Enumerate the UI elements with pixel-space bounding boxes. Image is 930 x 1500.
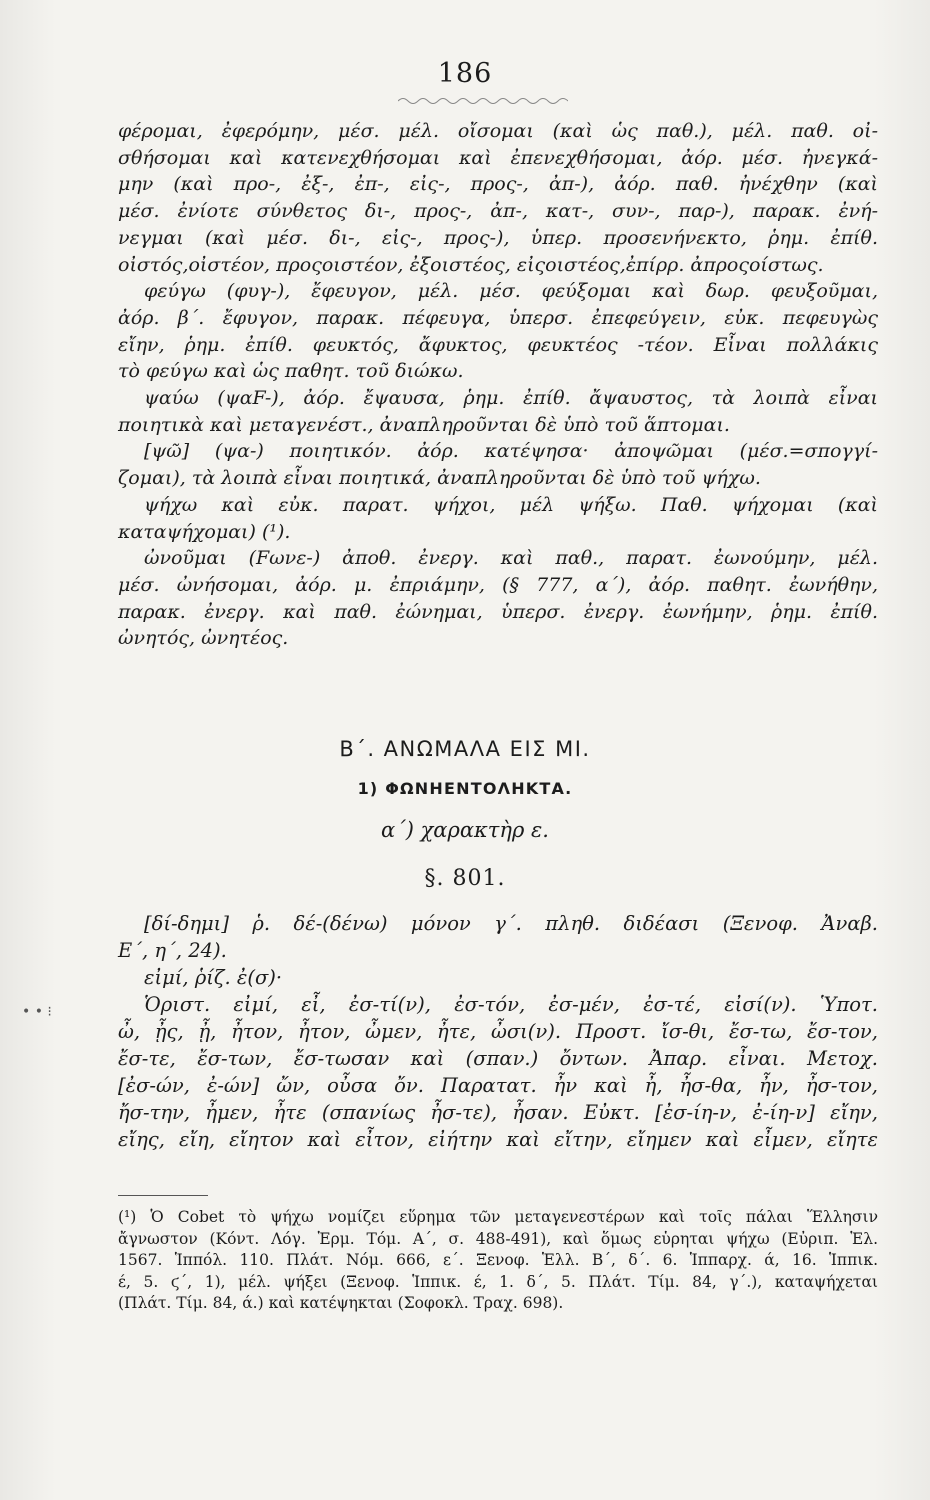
text-line: ψήχω καὶ εὐκ. παρατ. ψήχοι, μέλ ψήξω. Παθ. ψήχομαι (καὶ <box>144 493 878 516</box>
text-line: ἀόρ. β΄. ἔφυγον, παρακ. πέφευγα, ὑπερσ. ἐπεφεύγειν, εὐκ. πεφευγὼς <box>118 306 878 329</box>
text-line: [ψῶ] (ψα-) ποιητικόν. ἀόρ. κατέψησα· ἀποψῶμαι (μέσ.=σπογγί- <box>144 440 878 463</box>
text-line: μέσ. ὠνήσομαι, ἀόρ. μ. ἐπριάμην, (§ 777, α΄), ἀόρ. παθητ. ἐωνήθην, <box>118 573 878 596</box>
text-line: [ἐσ-ών, ἐ-ών] ὤν, οὖσα ὄν. Παρατατ. ἦν καὶ ἦ, ἦσ-θα, ἦν, ἦσ-τον, <box>118 1074 878 1097</box>
footnote-line: (¹) Ὁ Cobet τὸ ψήχω νομίζει εὕρημα τῶν μεταγενεστέρων καὶ τοῖς πάλαι Ἕλλησιν <box>118 1208 878 1226</box>
character-heading: α΄) χαρακτὴρ ε. <box>381 818 549 842</box>
text-line: ὦ, ᾖς, ᾖ, ἦτον, ἦτον, ὦμεν, ἦτε, ὦσι(ν). Προστ. ἴσ-θι, ἔσ-τω, ἔσ-τον, <box>118 1020 878 1043</box>
text-line: [δί-δημι] ῥ. δέ-(δένω) μόνον γ΄. πληθ. διδέασι (Ξενοφ. Ἀναβ. <box>144 912 878 935</box>
text-line: εἰμί, ῥίζ. ἐ(σ)· <box>144 966 283 989</box>
text-line: ἔσ-τε, ἔσ-των, ἔσ-τωσαν καὶ (σπαν.) ὄντων. Ἀπαρ. εἶναι. Μετοχ. <box>118 1047 878 1070</box>
text-line: φέρομαι, ἐφερόμην, μέσ. μέλ. οἴσομαι (καὶ ὡς παθ.), μέλ. παθ. οἰ- <box>118 120 878 142</box>
main-text-top <box>118 118 878 652</box>
footnote-rule <box>118 1195 208 1196</box>
text-line: ψαύω (ψαF-), ἀόρ. ἔψαυσα, ῥημ. ἐπίθ. ἄψαυστος, τὰ λοιπὰ εἶναι <box>144 387 878 410</box>
footnote-line: 1567. Ἱππόλ. 110. Πλάτ. Νόμ. 666, ε΄. Ξενοφ. Ἑλλ. Β΄, δ΄. 6. Ἱππαρχ. ά, 16. Ἱππικ. <box>118 1251 878 1269</box>
text-line: φεύγω (φυγ-), ἔφευγον, μέλ. μέσ. φεύξομαι καὶ δωρ. φευξοῦμαι, <box>144 280 878 303</box>
text-line: ὠνοῦμαι (Fωνε-) ἀποθ. ἐνεργ. καὶ παθ., παρατ. ἐωνούμην, μέλ. <box>144 547 878 570</box>
section-number: §. 801. <box>424 866 506 891</box>
text-line: ἤσ-την, ἦμεν, ἦτε (σπανίως ἦσ-τε), ἦσαν. Εὐκτ. [ἐσ-ίη-ν, ἐ-ίη-ν] εἴην, <box>118 1101 878 1124</box>
text-line: ὠνητός, ὠνητέος. <box>118 627 289 650</box>
text-line: τὸ φεύγω καὶ ὡς παθητ. τοῦ διώκω. <box>118 360 464 383</box>
footnote-line: έ, 5. ϛ΄, 1), μέλ. ψήξει (Ξενοφ. Ἱππικ. έ, 1. δ΄, 5. Πλάτ. Τίμ. 84, γ΄.), καταψήχεται <box>118 1272 878 1291</box>
page-number: 186 <box>437 58 493 89</box>
margin-mark: • • ⁝ <box>22 1004 52 1020</box>
subchapter-heading: 1) ΦΩΝΗΕΝΤΟΛΗΚΤΑ. <box>357 779 573 798</box>
text-line: παρακ. ἐνεργ. καὶ παθ. ἐώνημαι, ὑπερσ. ἐνεργ. ἐωνήμην, ῥημ. ἐπίθ. <box>118 600 878 623</box>
header-ornament <box>398 94 568 108</box>
main-text-bottom <box>118 910 878 1153</box>
chapter-heading: Β΄. ΑΝΩΜΑΛΑ ΕΙΣ ΜΙ. <box>339 737 591 761</box>
text-line: ποιητικὰ καὶ μεταγενέστ., ἀναπληροῦνται δὲ ὑπὸ τοῦ ἅπτομαι. <box>118 413 730 436</box>
text-line: μην (καὶ προ-, ἐξ-, ἐπ-, εἰς-, προς-, ἀπ-), ἀόρ. παθ. ἠνέχθην (καὶ <box>118 173 878 196</box>
text-line: καταψήχομαι) (¹). <box>118 520 291 543</box>
text-line: σθήσομαι καὶ κατενεχθήσομαι καὶ ἐπενεχθήσομαι, ἀόρ. μέσ. ἠνεγκά- <box>118 146 878 169</box>
footnote-line: (Πλάτ. Τίμ. 84, ά.) καὶ κατέψηκται (Σοφοκλ. Τραχ. 698). <box>118 1294 564 1312</box>
footnotes <box>118 1207 878 1315</box>
text-line: ζομαι), τὰ λοιπὰ εἶναι ποιητικά, ἀναπληροῦνται δὲ ὑπὸ τοῦ ψήχω. <box>118 467 761 490</box>
footnote-line: ἄγνωστον (Κόντ. Λόγ. Ἑρμ. Τόμ. Α΄, σ. 488-491), καὶ ὅμως εὑρηται ψήχω (Εὐριπ. Ἑλ. <box>118 1229 878 1248</box>
text-line: εἴης, εἴη, εἴητον καὶ εἶτον, εἰήτην καὶ εἴτην, εἴημεν καὶ εἶμεν, εἴητε <box>118 1128 878 1151</box>
text-line: νεγμαι (καὶ μέσ. δι-, εἰς-, προς-), ὑπερ. προσενήνεκτο, ῥημ. ἐπίθ. <box>118 226 878 249</box>
text-line: οἰστός,οἰστέον, προςοιστέον, ἐξοιστέος, εἰςοιστέος,ἐπίρρ. ἀπροςοίστως. <box>118 253 824 276</box>
text-line: μέσ. ἐνίοτε σύνθετος δι-, προς-, ἀπ-, κατ-, συν-, παρ-), παρακ. ἐνή- <box>118 200 878 223</box>
text-line: Ὁριστ. εἰμί, εἶ, ἐσ-τί(ν), ἐσ-τόν, ἐσ-μέν, ἐσ-τέ, εἰσί(ν). Ὑποτ. <box>144 993 878 1016</box>
text-line: Ε΄, η΄, 24). <box>118 939 227 962</box>
text-line: εἴην, ῥημ. ἐπίθ. φευκτός, ἄφυκτος, φευκτέος -τέον. Εἶναι πολλάκις <box>118 333 878 356</box>
